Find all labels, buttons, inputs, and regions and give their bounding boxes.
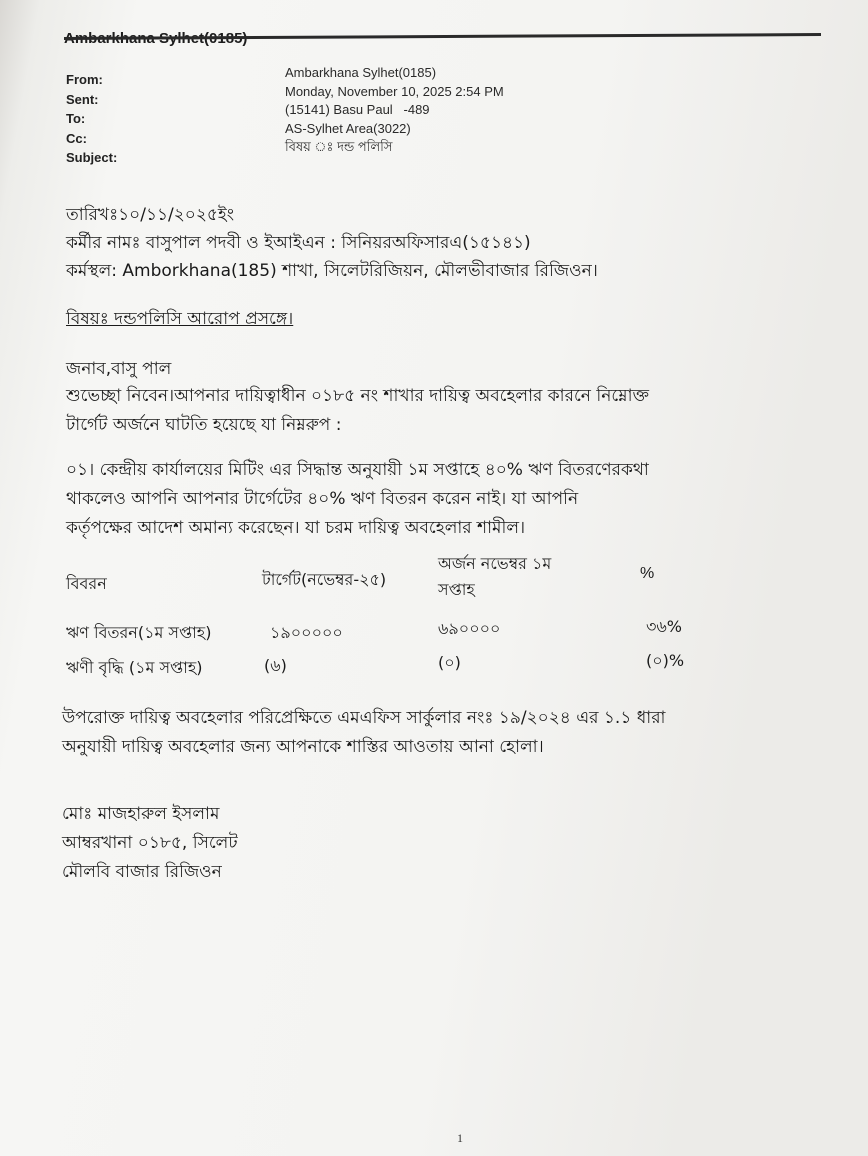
- table-row-2-percent: (০)%: [646, 651, 685, 670]
- cc-value: AS-Sylhet Area(3022): [285, 120, 411, 136]
- signature-block: মোঃ মাজহারুল ইসলাম আম্বরখানা ০১৮৫, সিলেট মৌলবি বাজার রিজিওন: [62, 804, 238, 882]
- salutation: জনাব,বাসু পাল: [66, 359, 172, 379]
- email-meta-values: [285, 64, 504, 157]
- letter-subject: বিষয়ঃ দন্ডপলিসি আরোপ প্রসঙ্গে।: [66, 309, 294, 329]
- from-label: From:: [66, 72, 103, 87]
- to-value: (15141) Basu Paul -489: [285, 102, 430, 117]
- intro-paragraph: শুভেচ্ছা নিবেন।আপনার দায়িত্বাধীন ০১৮৫ নং শাখার দায়িত্ব অবহেলার কারনে নিম্নোক্ত টার্গেট অর্জনে ঘাটতি হয়েছে যা নিম্নরুপ :: [66, 386, 650, 435]
- table-row-1-description: ঋণ বিতরন(১ম সপ্তাহ): [66, 623, 212, 642]
- table-header-target: টার্গেট(নভেম্বর-২৫): [262, 570, 387, 589]
- subject-value: বিষয় ঃ দন্ড পলিসি: [285, 139, 393, 154]
- from-value: Ambarkhana Sylhet(0185): [285, 65, 437, 80]
- email-meta-labels: [66, 70, 117, 168]
- cc-label: Cc:: [66, 130, 87, 146]
- table-header-achievement: অর্জন নভেম্বর ১ম সপ্তাহ: [438, 554, 552, 599]
- table-header-percent: %: [640, 565, 655, 582]
- page-number: 1: [457, 1131, 463, 1145]
- table-row-1-achievement: ৬৯০০০০: [438, 619, 501, 638]
- workplace-line: কর্মস্থল: Amborkhana(185) শাখা, সিলেটরিজিয়ন, মৌলভীবাজার রিজিওন।: [66, 261, 598, 281]
- sent-value: Monday, November 10, 2025 2:54 PM: [285, 83, 504, 99]
- letter-date: তারিখঃ১০/১১/২০২৫ইং: [66, 205, 235, 225]
- table-row-2-target: (৬): [264, 656, 287, 675]
- table-row-1-percent: ৩৬%: [646, 617, 683, 636]
- subject-label: Subject:: [66, 150, 118, 165]
- table-row-1-target: ১৯০০০০০: [270, 623, 343, 642]
- table-row-2-description: ঋণী বৃদ্ধি (১ম সপ্তাহ): [66, 658, 203, 677]
- penalty-paragraph: উপরোক্ত দায়িত্ব অবহেলার পরিপ্রেক্ষিতে এমএফিস সার্কুলার নংঃ ১৯/২০২৪ এর ১.১ ধারা অনুযায়ী দায়িত্ব অবহেলার জন্য আপনাকে শাস্তির আওতায় আনা হোলা।: [62, 708, 666, 757]
- to-label: To:: [66, 111, 86, 126]
- point-one-paragraph: ০১। কেন্দ্রীয় কার্যালয়ের মিটিং এর সিদ্ধান্ত অনুযায়ী ১ম সপ্তাহে ৪০% ঋণ বিতরণেরকথা থাকলেও আপনি আপনার টার্গেটের ৪০% ঋণ বিতরন করেন নাই। যা আপনি কর্তৃপক্ষের আদেশ অমান্য করেছেন। যা চরম দায়িত্ব অবহেলার শামীল।: [66, 460, 649, 538]
- employee-name-line: কর্মীর নামঃ বাসুপাল পদবী ও ইআইএন : সিনিয়রঅফিসারএ(১৫১৪১): [66, 233, 531, 253]
- table-row-2-achievement: (০): [438, 653, 461, 672]
- sent-label: Sent:: [66, 91, 99, 107]
- table-header-description: বিবরন: [66, 574, 107, 593]
